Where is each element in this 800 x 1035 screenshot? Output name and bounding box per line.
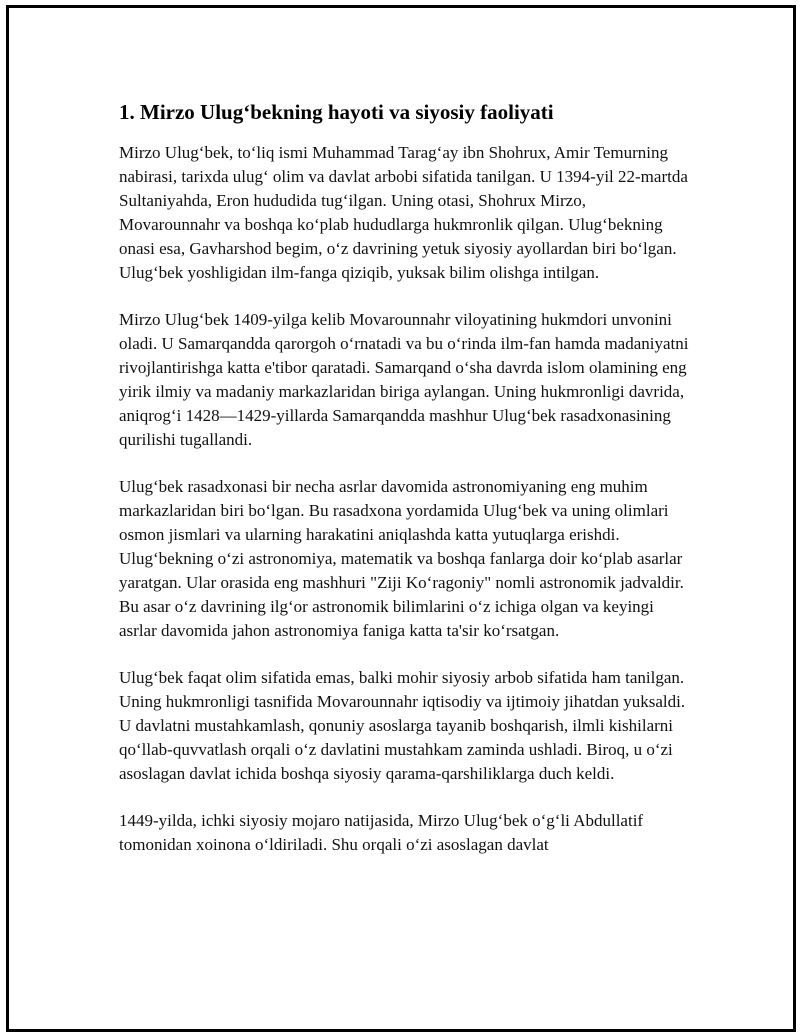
section-title: 1. Mirzo Ulug‘bekning hayoti va siyosiy faoliyati (119, 100, 554, 124)
paragraph-observatory: Ulug‘bek rasadxonasi bir necha asrlar davomida astronomiyaning eng muhim markazlaridan biri bo‘lgan. Bu rasadxona yordamida Ulug‘bek va uning olimlari osmon jismlari va ularning harakatini aniqlashda katta yutuqlarga erishdi. Ulug‘bekning o‘zi astronomiya, matematik va boshqa fanlarga doir ko‘plab asarlar yaratgan. Ular orasida eng mashhuri "Ziji Ko‘ragoniy" nomli astronomik jadvaldir. Bu asar o‘z davrining ilg‘or astronomik bilimlarini o‘z ichiga olgan va keyingi asrlar davomida jahon astronomiya faniga katta ta'sir ko‘rsatgan. (119, 477, 684, 640)
paragraph-biography: Mirzo Ulug‘bek, to‘liq ismi Muhammad Tarag‘ay ibn Shohrux, Amir Temurning nabirasi, tarixda ulug‘ olim va davlat arbobi sifatida tanilgan. U 1394-yil 22-martda Sultaniyahda, Eron hududida tug‘ilgan. Uning otasi, Shohrux Mirzo, Movarounnahr va boshqa ko‘plab hududlarga hukmronlik qilgan. Ulug‘bekning onasi esa, Gavharshod begim, o‘z davrining yetuk siyosiy ayollardan biri bo‘lgan. Ulug‘bek yoshligidan ilm-fanga qiziqib, yuksak bilim olishga intilgan. (119, 143, 688, 282)
document-body (119, 99, 691, 880)
paragraph-death: 1449-yilda, ichki siyosiy mojaro natijasida, Mirzo Ulug‘bek o‘g‘li Abdullatif tomonidan xoinona o‘ldiriladi. Shu orqali o‘zi asoslagan davlat (119, 811, 644, 854)
paragraph-statesman: Ulug‘bek faqat olim sifatida emas, balki mohir siyosiy arbob sifatida ham tanilgan. Uning hukmronligi tasnifida Movarounnahr iqtisodiy va ijtimoiy jihatdan yuksaldi. U davlatni mustahkamlash, qonuniy asoslarga tayanib boshqarish, ilmli kishilarni qo‘llab-quvvatlash orqali o‘z davlatini mustahkam zaminda ushladi. Biroq, u o‘zi asoslagan davlat ichida boshqa siyosiy qarama-qarshiliklarga duch keldi. (119, 668, 686, 783)
paragraph-samarkand-rule: Mirzo Ulug‘bek 1409-yilga kelib Movarounnahr viloyatining hukmdori unvonini oladi. U Samarqandda qarorgoh o‘rnatadi va bu o‘rinda ilm-fan hamda madaniyatni rivojlantirishga katta e'tibor qaratadi. Samarqand o‘sha davrda islom olamining eng yirik ilmiy va madaniy markazlaridan biriga aylangan. Uning hukmronligi davrida, aniqrog‘i 1428—1429-yillarda Samarqandda mashhur Ulug‘bek rasadxonasining qurilishi tugallandi. (119, 310, 689, 449)
page-frame (6, 5, 796, 1032)
